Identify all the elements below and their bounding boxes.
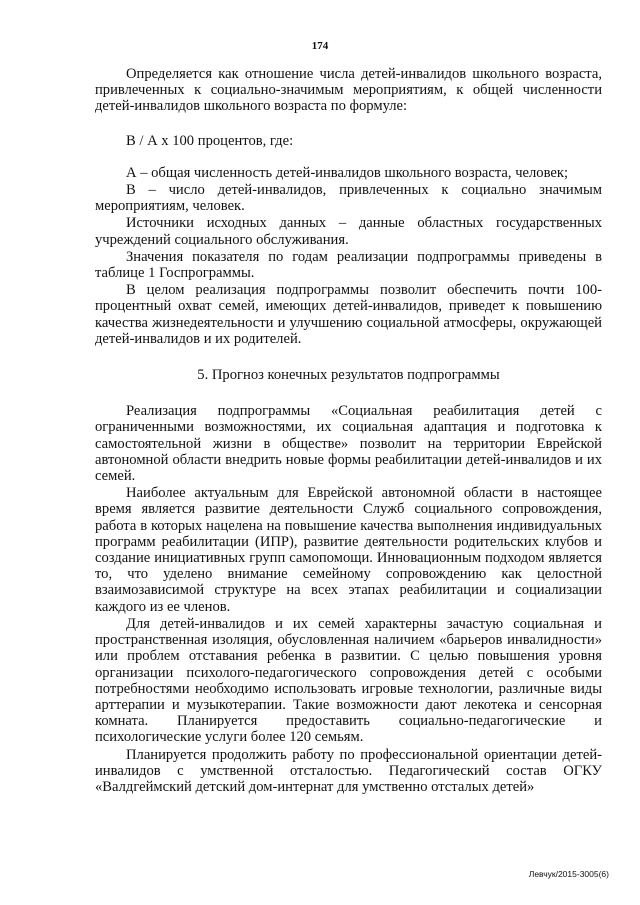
paragraph-variable-a: А – общая численность детей-инвалидов школьного возраста, человек;: [126, 164, 569, 181]
section-heading: 5. Прогноз конечных результатов подпрограммы: [197, 367, 500, 384]
body-text: [95, 66, 602, 796]
paragraph-overall-effect: В целом реализация подпрограммы позволит обеспечить почти 100-процентный охват семей, имеющих детей-инвалидов, приведет к повышению качества жизнедеятельности и улучшению социальной атмосферы, окружающей детей-инвалидов и их родителей.: [95, 282, 602, 347]
paragraph-indicator-values: Значения показателя по годам реализации подпрограммы приведены в таблице 1 Госпрограммы.: [95, 248, 602, 282]
paragraph-social-support-services: Наиболее актуальным для Еврейской автономной области в настоящее время является развитие деятельности Служб социального сопровождения, работа в которых нацелена на повышение качества выполнения индивидуальных программ реабилитации (ИПР), развитие деятельности родительских клубов и создание инициативных групп самопомощи. Инновационным подходом является то, что уделено внимание семейному сопровождению как целостной взаимозависимой структуре на всех этапах реабилитации и социализации каждого из ее членов.: [95, 485, 602, 615]
paragraph-implementation: Реализация подпрограммы «Социальная реабилитация детей с ограниченными возможностями, их социальная адаптация и подготовка к самостоятельной жизни в обществе» позволит на территории Еврейской автономной области внедрить новые формы реабилитации детей-инвалидов и их семей.: [95, 403, 602, 485]
paragraph-isolation: Для детей-инвалидов и их семей характерны зачастую социальная и пространственная изоляция, обусловленная наличием «барьеров инвалидности» или проблем отставания ребенка в развитии. С целью повышения уровня организации психолого-педагогического сопровождения детей с особыми потребностями необходимо использовать игровые технологии, различные виды арттерапии и музыкотерапии. Такие возможности дают лекотека и сенсорная комната. Планируется предоставить социально-педагогические и психологические услуги более 120 семьям.: [95, 615, 602, 746]
paragraph-vocational-guidance: Планируется продолжить работу по профессиональной ориентации детей-инвалидов с умственной отсталостью. Педагогический состав ОГКУ «Валдгеймский детский дом-интернат для умственно отсталых детей»: [95, 746, 602, 795]
formula: В / А х 100 процентов, где:: [126, 132, 294, 149]
paragraph-variable-b: В – число детей-инвалидов, привлеченных к социально значимым мероприятиям, человек.: [95, 182, 602, 215]
paragraph-data-sources: Источники исходных данных – данные областных государственных учреждений социального обслуживания.: [95, 215, 602, 248]
document-reference: Левчук/2015-3005(6): [528, 869, 609, 879]
page-number: 174: [311, 40, 329, 52]
paragraph-definition: Определяется как отношение числа детей-инвалидов школьного возраста, привлеченных к социально-значимым мероприятиям, к общей численности детей-инвалидов школьного возраста по формуле:: [95, 66, 602, 115]
